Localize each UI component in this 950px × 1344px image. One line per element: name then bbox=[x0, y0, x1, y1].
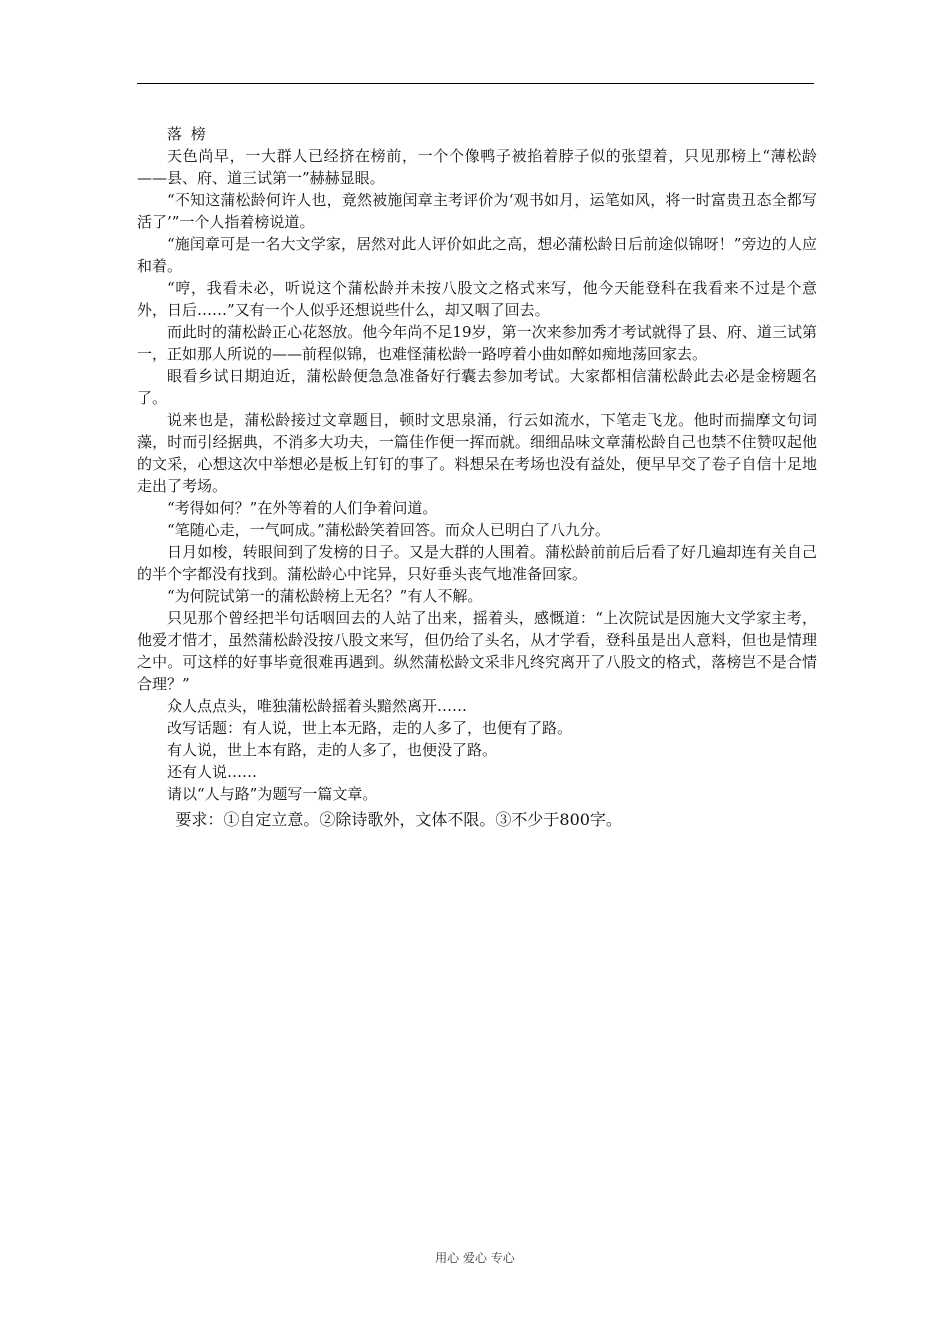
requirements-line: 要求：①自定立意。②除诗歌外，文体不限。③不少于800字。 bbox=[175, 810, 622, 829]
prompt-line-2: 有人说，世上本有路，走的人多了，也便没了路。 bbox=[167, 741, 498, 759]
prompt-line-3: 还有人说…… bbox=[167, 763, 258, 781]
paragraph-11: “为何院试第一的蒲松龄榜上无名？”有人不解。 bbox=[167, 587, 483, 605]
paragraph-2: “不知这蒲松龄何许人也，竟然被施闰章主考评价为‘观书如月，运笔如风，将一时富贵丑态全都写活了’”一个人指着榜说道。 bbox=[137, 191, 817, 231]
paragraph-12: 只见那个曾经把半句话咽回去的人站了出来，摇着头，感慨道：“上次院试是因施大文学家主考，他爱才惜才，虽然蒲松龄没按八股文来写，但仍给了头名，从才学看，登科虽是出人意料，但也是情理之中。可这样的好事毕竟很难再遇到。纵然蒲松龄文采非凡终究离开了八股文的格式，落榜岂不是合情合理？” bbox=[137, 609, 817, 693]
paragraph-1: 天色尚早，一大群人已经挤在榜前，一个个像鸭子被掐着脖子似的张望着，只见那榜上“薄松龄——县、府、道三试第一”赫赫显眼。 bbox=[137, 147, 817, 187]
paragraph-13: 众人点点头，唯独蒲松龄摇着头黯然离开…… bbox=[167, 697, 468, 715]
page-footer: 用心 爱心 专心 bbox=[435, 1251, 515, 1265]
prompt-line-1: 改写话题：有人说，世上本无路，走的人多了，也便有了路。 bbox=[167, 719, 573, 737]
paragraph-8: “考得如何？”在外等着的人们争着问道。 bbox=[167, 499, 438, 517]
paragraph-7: 说来也是，蒲松龄接过文章题目，顿时文思泉涌，行云如流水，下笔走飞龙。他时而揣摩文句词藻，时而引经据典，不消多大功夫，一篇佳作便一挥而就。细细品味文章蒲松龄自己也禁不住赞叹起他的文采，心想这次中举想必是板上钉钉的事了。料想呆在考场也没有益处，便早早交了卷子自信十足地走出了考场。 bbox=[137, 411, 817, 495]
paragraph-9: “笔随心走，一气呵成。”蒲松龄笑着回答。而众人已明白了八九分。 bbox=[167, 521, 610, 539]
paragraph-3: “施闰章可是一名大文学家，居然对此人评价如此之高，想必蒲松龄日后前途似锦呀！”旁边的人应和着。 bbox=[137, 235, 817, 275]
paragraph-5: 而此时的蒲松龄正心花怒放。他今年尚不足19岁，第一次来参加秀才考试就得了县、府、道三试第一，正如那人所说的——前程似锦，也难怪蒲松龄一路哼着小曲如醉如痴地荡回家去。 bbox=[137, 323, 817, 363]
paragraph-10: 日月如梭，转眼间到了发榜的日子。又是大群的人围着。蒲松龄前前后后看了好几遍却连有关自己的半个字都没有找到。蒲松龄心中诧异，只好垂头丧气地准备回家。 bbox=[137, 543, 817, 583]
paragraph-6: 眼看乡试日期迫近，蒲松龄便急急准备好行囊去参加考试。大家都相信蒲松龄此去必是金榜题名了。 bbox=[137, 367, 817, 407]
document-body bbox=[137, 123, 817, 831]
prompt-line-4: 请以“人与路”为题写一篇文章。 bbox=[167, 785, 378, 803]
header-rule bbox=[137, 83, 814, 84]
paragraph-4: “哼，我看未必，听说这个蒲松龄并未按八股文之格式来写，他今天能登科在我看来不过是个意外，日后……”又有一个人似乎还想说些什么，却又咽了回去。 bbox=[137, 279, 817, 319]
story-title: 落 榜 bbox=[167, 125, 208, 143]
